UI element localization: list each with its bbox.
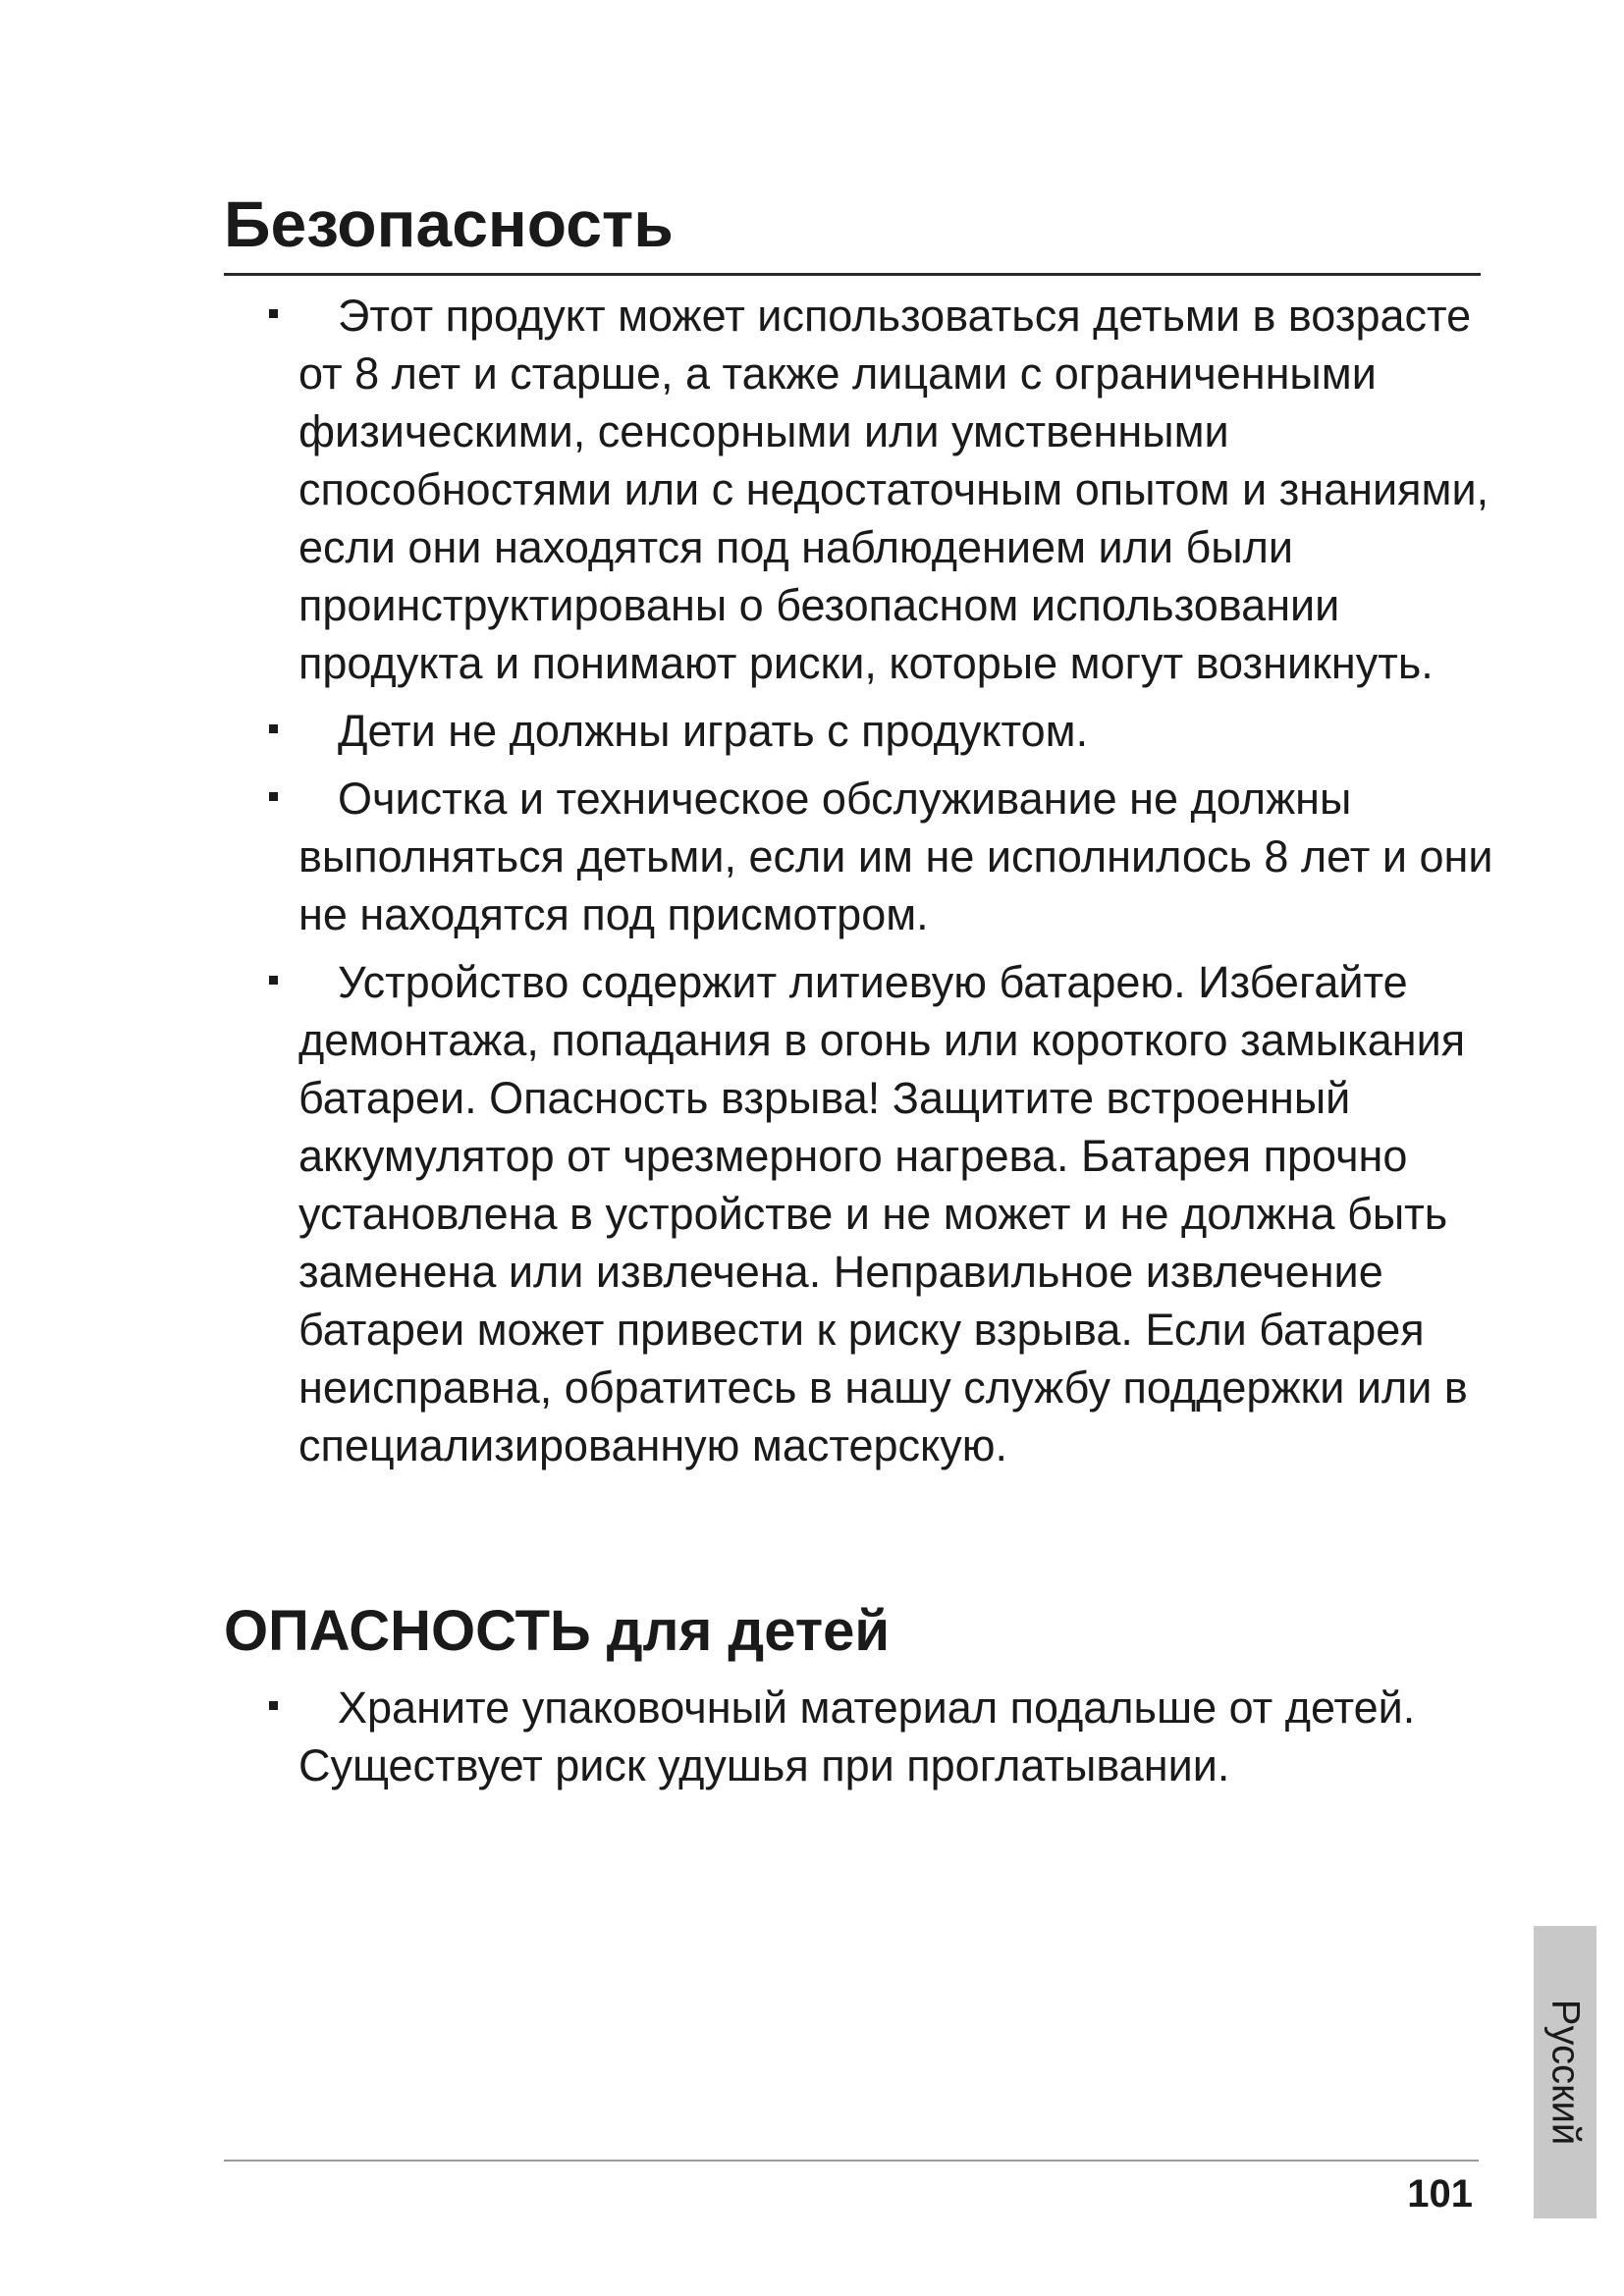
list-item-text: Храните упаковочный материал подальше от детей. Существует риск удушья при проглатывании.: [298, 1682, 1416, 1790]
list-item: [224, 1679, 1500, 1794]
safety-list: [224, 287, 1500, 1484]
list-item: [224, 770, 1500, 943]
square-bullet-icon: [269, 309, 278, 318]
danger-subheading: ОПАСНОСТЬ для детей: [224, 1599, 891, 1663]
list-item-text: Дети не должны играть с продуктом.: [338, 706, 1089, 756]
square-bullet-icon: [269, 976, 278, 985]
danger-list: [224, 1679, 1500, 1804]
list-item-text: Этот продукт может использоваться детьми в возрасте от 8 лет и старше, а также лицами с ограниченными физическими, сенсорными или умственными способностями или с недостаточным опытом и знаниями, если они находятся под наблюдением или были проинструктированы о безопасном использовании продукта и понимают риски, которые могут возникнуть.: [298, 291, 1489, 688]
language-tab-label: Русский: [1543, 1999, 1588, 2146]
language-tab: [1534, 1926, 1597, 2218]
list-item: [224, 287, 1500, 692]
list-item-text: Очистка и техническое обслуживание не должны выполняться детьми, если им не исполнилось 8 лет и они не находятся под присмотром.: [298, 774, 1493, 939]
list-item: [224, 702, 1500, 760]
title-divider: [224, 273, 1481, 276]
footer-divider: [224, 2160, 1479, 2162]
section-title: Безопасность: [224, 187, 674, 260]
page-number: 101: [1407, 2172, 1473, 2216]
list-item: [224, 953, 1500, 1474]
square-bullet-icon: [269, 724, 278, 733]
list-item-text: Устройство содержит литиевую батарею. Избегайте демонтажа, попадания в огонь или короткого замыкания батареи. Опасность взрыва! Защитите встроенный аккумулятор от чрезмерного нагрева. Батарея прочно установлена в устройстве и не может и не должна быть заменена или извлечена. Неправильное извлечение батареи может привести к риску взрыва. Если батарея неисправна, обратитесь в нашу службу поддержки или в специализированную мастерскую.: [298, 957, 1468, 1470]
square-bullet-icon: [269, 1701, 278, 1710]
square-bullet-icon: [269, 792, 278, 801]
